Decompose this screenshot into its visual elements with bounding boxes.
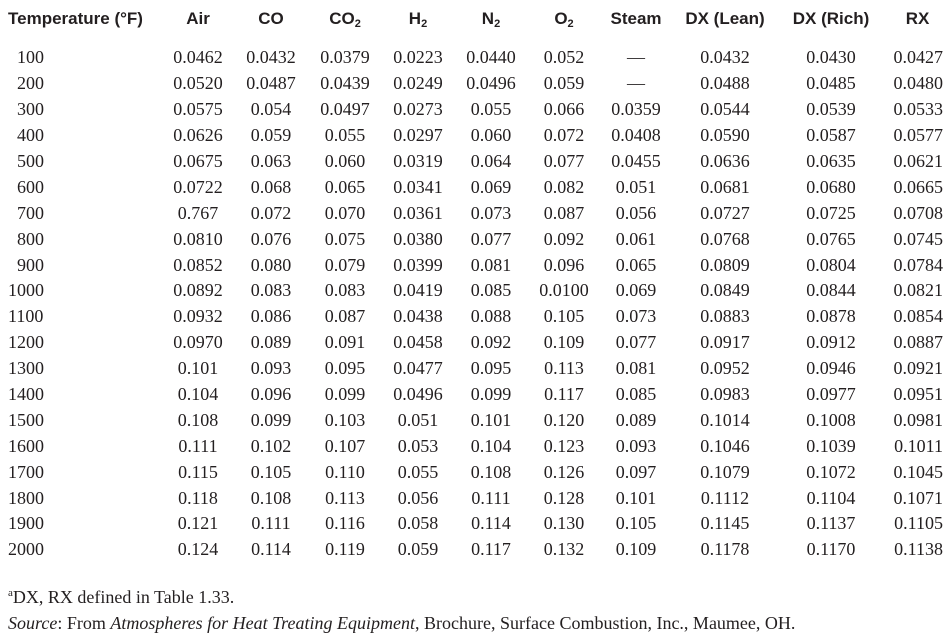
cell-air: 0.111 (178, 435, 218, 456)
cell-h2: 0.0419 (393, 280, 443, 301)
col-header-air: Air (186, 9, 210, 28)
cell-co: 0.072 (250, 202, 292, 223)
cell-o2: 0.096 (543, 254, 585, 275)
cell-co: 0.093 (250, 358, 292, 379)
cell-dx-lean: 0.0849 (700, 280, 750, 301)
col-header-h2-base: H (408, 9, 422, 28)
cell-o2: 0.072 (543, 125, 585, 146)
cell-temperature: 900 (17, 254, 44, 275)
cell-air: 0.104 (177, 384, 219, 405)
cell-n2: 0.101 (470, 409, 512, 430)
cell-air: 0.0575 (173, 99, 223, 120)
cell-co2: 0.083 (324, 280, 366, 301)
cell-o2: 0.087 (543, 202, 585, 223)
cell-rx: 0.0951 (893, 384, 943, 405)
cell-dx-rich: 0.1137 (806, 513, 856, 534)
cell-temperature: 200 (17, 73, 44, 94)
cell-co: 0.089 (250, 332, 292, 353)
table-row (0, 38, 951, 71)
cell-o2: 0.113 (544, 358, 584, 379)
cell-rx: 0.0480 (893, 73, 943, 94)
cell-co2: 0.060 (324, 151, 366, 171)
col-header-h2-sub: 2 (421, 18, 428, 30)
cell-n2: 0.085 (470, 280, 512, 301)
cell-rx: 0.0621 (893, 151, 943, 171)
cell-temperature: 700 (17, 202, 44, 223)
cell-dx-rich: 0.0878 (806, 306, 856, 327)
table-row (0, 511, 951, 537)
cell-dx-rich: 0.0539 (806, 99, 856, 120)
cell-steam: 0.051 (615, 176, 657, 197)
table-row (0, 485, 951, 511)
col-header-co2 (308, 0, 382, 38)
cell-rx: 0.0533 (893, 99, 943, 120)
cell-o2: 0.0100 (539, 280, 589, 301)
cell-steam: 0.077 (615, 332, 657, 353)
col-header-dx-rich: DX (Rich) (792, 9, 870, 28)
cell-h2: 0.056 (397, 487, 439, 508)
cell-n2: 0.092 (470, 332, 512, 353)
cell-co2: 0.075 (324, 228, 366, 249)
col-header-steam: Steam (610, 9, 662, 28)
cell-dx-lean: 0.0768 (700, 228, 750, 249)
cell-n2: 0.064 (470, 151, 512, 171)
cell-h2: 0.058 (397, 513, 439, 534)
cell-h2: 0.059 (397, 539, 439, 560)
cell-air: 0.121 (177, 513, 219, 534)
cell-steam: 0.081 (615, 358, 657, 379)
cell-dx-rich: 0.0946 (806, 358, 856, 379)
cell-n2: 0.095 (470, 358, 512, 379)
cell-air: 0.0520 (173, 73, 223, 94)
cell-dx-lean: 0.0727 (700, 202, 750, 223)
col-header-o2-base: O (554, 9, 568, 28)
cell-rx: 0.0577 (893, 125, 943, 146)
table-row (0, 356, 951, 382)
cell-air: 0.124 (177, 539, 219, 560)
cell-rx: 0.0921 (893, 358, 943, 379)
cell-dx-lean: 0.0681 (700, 176, 750, 197)
cell-air: 0.118 (178, 487, 218, 508)
cell-rx: 0.0427 (893, 47, 943, 68)
cell-co: 0.0432 (246, 47, 296, 68)
cell-dx-lean: 0.0636 (700, 151, 750, 171)
cell-dx-lean: 0.0809 (700, 254, 750, 275)
cell-steam: 0.109 (615, 539, 657, 560)
cell-co2: 0.113 (325, 487, 365, 508)
cell-n2: 0.088 (470, 306, 512, 327)
cell-h2: 0.0223 (393, 47, 443, 68)
cell-co: 0.108 (250, 487, 292, 508)
cell-rx: 0.0784 (893, 254, 943, 275)
cell-h2: 0.0361 (393, 202, 443, 223)
cell-dx-lean: 0.1112 (700, 487, 750, 508)
cell-h2: 0.0438 (393, 306, 443, 327)
cell-co2: 0.065 (324, 176, 366, 197)
cell-rx: 0.0708 (893, 202, 943, 223)
cell-steam: 0.089 (615, 409, 657, 430)
cell-o2: 0.082 (543, 176, 585, 197)
cell-steam: 0.101 (615, 487, 657, 508)
col-header-o2 (528, 0, 600, 38)
col-header-n2-base: N (481, 9, 495, 28)
cell-co: 0.080 (250, 254, 292, 275)
cell-co2: 0.087 (324, 306, 366, 327)
cell-dx-rich: 0.0680 (806, 176, 856, 197)
cell-dx-rich: 0.1072 (806, 461, 856, 482)
cell-co2: 0.099 (324, 384, 366, 405)
footnote-definition (8, 584, 943, 610)
cell-co: 0.086 (250, 306, 292, 327)
cell-n2: 0.077 (470, 228, 512, 249)
cell-dx-lean: 0.0883 (700, 306, 750, 327)
cell-h2: 0.0249 (393, 73, 443, 94)
cell-co2: 0.116 (325, 513, 365, 534)
cell-air: 0.0810 (173, 228, 223, 249)
table-row (0, 304, 951, 330)
cell-o2: 0.120 (543, 409, 585, 430)
table-row (0, 433, 951, 459)
cell-dx-rich: 0.1039 (806, 435, 856, 456)
cell-n2: 0.111 (471, 487, 511, 508)
cell-steam: 0.0359 (611, 99, 661, 120)
cell-co2: 0.103 (324, 409, 366, 430)
cell-steam: 0.069 (615, 280, 657, 301)
footnotes (8, 584, 943, 636)
cell-n2: 0.055 (470, 99, 512, 120)
cell-steam: 0.065 (615, 254, 657, 275)
cell-dx-lean: 0.0544 (700, 99, 750, 120)
cell-co2: 0.095 (324, 358, 366, 379)
cell-steam: 0.073 (615, 306, 657, 327)
table-row (0, 330, 951, 356)
cell-dx-rich: 0.0485 (806, 73, 856, 94)
cell-temperature: 1400 (8, 384, 44, 405)
table-row (0, 278, 951, 304)
cell-co2: 0.070 (324, 202, 366, 223)
cell-o2: 0.059 (543, 73, 585, 94)
cell-o2: 0.109 (543, 332, 585, 353)
source-title: Atmospheres for Heat Treating Equipment (110, 613, 415, 633)
cell-n2: 0.117 (471, 539, 511, 560)
cell-steam: 0.0408 (611, 125, 661, 146)
cell-co2: 0.055 (324, 125, 366, 146)
cell-co2: 0.107 (324, 435, 366, 456)
table-row (0, 459, 951, 485)
cell-o2: 0.126 (543, 461, 585, 482)
table-row (0, 97, 951, 123)
col-header-co2-sub: 2 (354, 18, 361, 30)
cell-air: 0.0722 (173, 176, 223, 197)
table-row (0, 252, 951, 278)
cell-n2: 0.073 (470, 202, 512, 223)
table-row (0, 407, 951, 433)
cell-rx: 0.1105 (894, 513, 943, 534)
cell-dx-rich: 0.1008 (806, 409, 856, 430)
cell-co: 0.099 (250, 409, 292, 430)
cell-h2: 0.0319 (393, 151, 443, 171)
cell-air: 0.767 (177, 202, 219, 223)
cell-rx: 0.1071 (893, 487, 943, 508)
table-body (0, 38, 951, 563)
cell-n2: 0.114 (471, 513, 511, 534)
cell-n2: 0.069 (470, 176, 512, 197)
source-label: Source (8, 613, 58, 633)
cell-air: 0.0970 (173, 332, 223, 353)
cell-steam: 0.085 (615, 384, 657, 405)
cell-o2: 0.123 (543, 435, 585, 456)
cell-co2: 0.110 (325, 461, 365, 482)
cell-co: 0.083 (250, 280, 292, 301)
cell-dx-lean: 0.0917 (700, 332, 750, 353)
cell-air: 0.0626 (173, 125, 223, 146)
cell-steam: 0.061 (615, 228, 657, 249)
table-row (0, 149, 951, 175)
cell-dx-rich: 0.0977 (806, 384, 856, 405)
table-row (0, 226, 951, 252)
cell-rx: 0.0854 (893, 306, 943, 327)
cell-air: 0.115 (178, 461, 218, 482)
cell-h2: 0.0477 (393, 358, 443, 379)
cell-h2: 0.0273 (393, 99, 443, 120)
cell-temperature: 1000 (8, 280, 44, 301)
col-header-temperature: Temperature (°F) (8, 9, 143, 28)
cell-h2: 0.053 (397, 435, 439, 456)
cell-o2: 0.105 (543, 306, 585, 327)
cell-co: 0.054 (250, 99, 292, 120)
cell-dx-rich: 0.0804 (806, 254, 856, 275)
cell-air: 0.0462 (173, 47, 223, 68)
cell-h2: 0.0458 (393, 332, 443, 353)
cell-rx: 0.0665 (893, 176, 943, 197)
source-rest: , Brochure, Surface Combustion, Inc., Maumee, OH. (415, 613, 796, 633)
col-header-rx: RX (905, 9, 930, 28)
cell-steam: 0.093 (615, 435, 657, 456)
col-header-dx-lean: DX (Lean) (685, 9, 765, 28)
cell-dx-lean: 0.0952 (700, 358, 750, 379)
cell-o2: 0.128 (543, 487, 585, 508)
cell-co: 0.076 (250, 228, 292, 249)
cell-co2: 0.0497 (320, 99, 370, 120)
table-row (0, 382, 951, 408)
cell-h2: 0.055 (397, 461, 439, 482)
cell-n2: 0.0496 (466, 73, 516, 94)
cell-steam: 0.097 (615, 461, 657, 482)
cell-rx: 0.1045 (893, 461, 943, 482)
cell-temperature: 1100 (8, 306, 44, 327)
cell-dx-rich: 0.0725 (806, 202, 856, 223)
cell-co: 0.0487 (246, 73, 296, 94)
col-header-n2 (454, 0, 528, 38)
cell-temperature: 600 (17, 176, 44, 197)
cell-air: 0.108 (177, 409, 219, 430)
cell-n2: 0.060 (470, 125, 512, 146)
cell-h2: 0.051 (397, 409, 439, 430)
cell-steam: — (627, 47, 645, 68)
cell-h2: 0.0496 (393, 384, 443, 405)
cell-h2: 0.0341 (393, 176, 443, 197)
cell-dx-lean: 0.0590 (700, 125, 750, 146)
cell-co: 0.068 (250, 176, 292, 197)
cell-n2: 0.0440 (466, 47, 516, 68)
cell-co: 0.105 (250, 461, 292, 482)
cell-dx-lean: 0.1079 (700, 461, 750, 482)
source-citation (8, 610, 943, 636)
cell-rx: 0.0887 (893, 332, 943, 353)
cell-dx-rich: 0.0635 (806, 151, 856, 171)
cell-dx-lean: 0.1046 (700, 435, 750, 456)
cell-dx-rich: 0.0912 (806, 332, 856, 353)
cell-air: 0.0892 (173, 280, 223, 301)
cell-temperature: 2000 (8, 539, 44, 560)
cell-temperature: 1600 (8, 435, 44, 456)
cell-temperature: 800 (17, 228, 44, 249)
cell-o2: 0.077 (543, 151, 585, 171)
cell-co2: 0.079 (324, 254, 366, 275)
cell-temperature: 100 (17, 47, 44, 68)
cell-co: 0.059 (250, 125, 292, 146)
cell-co2: 0.091 (324, 332, 366, 353)
table-row (0, 537, 951, 563)
cell-temperature: 1900 (8, 513, 44, 534)
header-row (0, 0, 951, 38)
col-header-n2-sub: 2 (494, 18, 501, 30)
cell-o2: 0.130 (543, 513, 585, 534)
cell-temperature: 1300 (8, 358, 44, 379)
cell-dx-lean: 0.0432 (700, 47, 750, 68)
table-row (0, 123, 951, 149)
cell-air: 0.0852 (173, 254, 223, 275)
cell-o2: 0.052 (543, 47, 585, 68)
cell-rx: 0.0981 (893, 409, 943, 430)
cell-n2: 0.108 (470, 461, 512, 482)
cell-o2: 0.132 (543, 539, 585, 560)
col-header-co2-base: CO (329, 9, 355, 28)
cell-dx-rich: 0.0844 (806, 280, 856, 301)
table-header (0, 0, 951, 38)
cell-temperature: 400 (17, 125, 44, 146)
footnote-marker: a (8, 587, 13, 599)
cell-steam: — (627, 73, 645, 94)
col-header-o2-sub: 2 (567, 18, 574, 30)
cell-temperature: 300 (17, 99, 44, 120)
cell-dx-rich: 0.0587 (806, 125, 856, 146)
table-row (0, 200, 951, 226)
cell-n2: 0.099 (470, 384, 512, 405)
cell-temperature: 1700 (8, 461, 44, 482)
col-header-h2 (382, 0, 454, 38)
cell-temperature: 1800 (8, 487, 44, 508)
cell-co2: 0.0379 (320, 47, 370, 68)
cell-temperature: 500 (17, 151, 44, 171)
cell-dx-lean: 0.0983 (700, 384, 750, 405)
cell-air: 0.0932 (173, 306, 223, 327)
cell-h2: 0.0399 (393, 254, 443, 275)
cell-co: 0.063 (250, 151, 292, 171)
cell-dx-lean: 0.0488 (700, 73, 750, 94)
table-row (0, 174, 951, 200)
cell-steam: 0.105 (615, 513, 657, 534)
cell-dx-rich: 0.0765 (806, 228, 856, 249)
footnote-text: DX, RX defined in Table 1.33. (12, 587, 235, 607)
col-header-co: CO (258, 9, 284, 28)
cell-co: 0.111 (251, 513, 291, 534)
cell-temperature: 1200 (8, 332, 44, 353)
table-row (0, 71, 951, 97)
cell-co: 0.102 (250, 435, 292, 456)
cell-co: 0.096 (250, 384, 292, 405)
cell-temperature: 1500 (8, 409, 44, 430)
cell-co: 0.114 (251, 539, 291, 560)
cell-n2: 0.081 (470, 254, 512, 275)
cell-steam: 0.0455 (611, 151, 661, 171)
cell-dx-lean: 0.1014 (700, 409, 750, 430)
cell-rx: 0.1138 (894, 539, 943, 560)
cell-dx-rich: 0.1170 (806, 539, 856, 560)
cell-rx: 0.0821 (893, 280, 943, 301)
cell-co2: 0.0439 (320, 73, 370, 94)
cell-dx-lean: 0.1178 (700, 539, 750, 560)
cell-o2: 0.117 (544, 384, 584, 405)
source-colon: : From (57, 613, 111, 633)
cell-air: 0.0675 (173, 151, 223, 171)
cell-o2: 0.066 (543, 99, 585, 120)
cell-n2: 0.104 (470, 435, 512, 456)
cell-air: 0.101 (177, 358, 219, 379)
cell-o2: 0.092 (543, 228, 585, 249)
cell-dx-rich: 0.0430 (806, 47, 856, 68)
cell-dx-lean: 0.1145 (700, 513, 750, 534)
cell-dx-rich: 0.1104 (806, 487, 856, 508)
cell-co2: 0.119 (325, 539, 365, 560)
cell-h2: 0.0380 (393, 228, 443, 249)
cell-rx: 0.1011 (894, 435, 943, 456)
cell-h2: 0.0297 (393, 125, 443, 146)
cell-rx: 0.0745 (893, 228, 943, 249)
cell-steam: 0.056 (615, 202, 657, 223)
